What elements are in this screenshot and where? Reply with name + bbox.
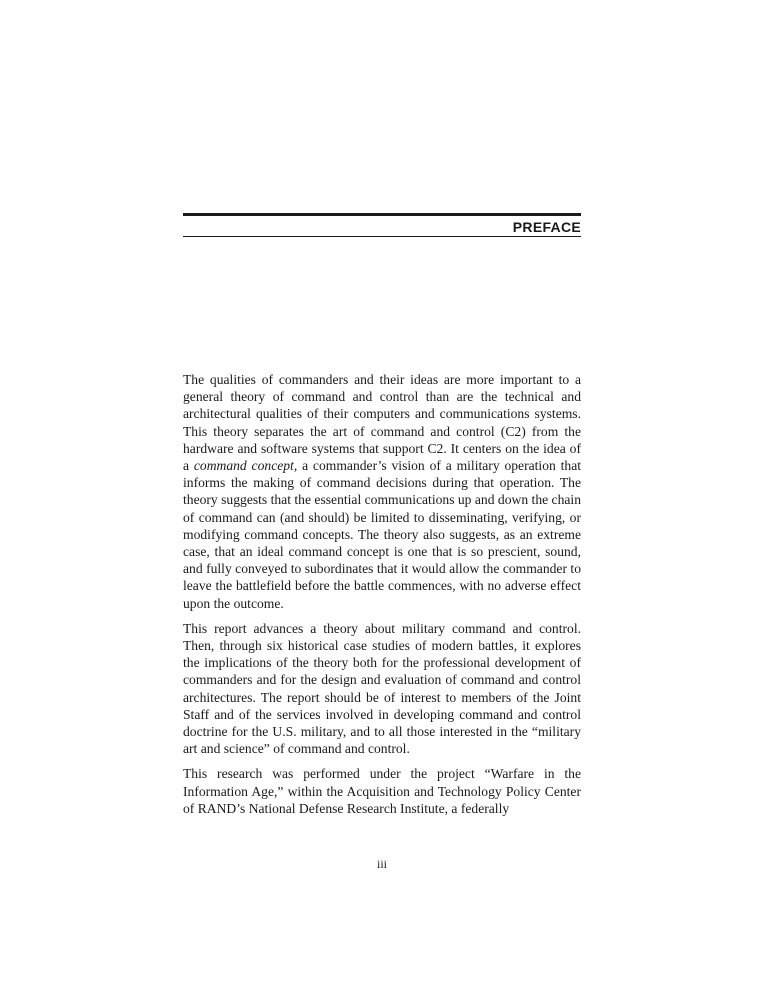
paragraph-1-text-before: The qualities of commanders and their ideas are more important to a general theory of command and control than are the technical and architectural qualities of their computers and communications systems. This theory separates the art of command and control (C2) from the hardware and software systems that support C2. It centers on the idea of a (183, 372, 581, 474)
paragraph-2: This report advances a theory about military command and control. Then, through six historical case studies of modern battles, it explores the implications of the theory both for the professional development of commanders and for the design and evaluation of command and control architectures. The report should be of interest to members of the Joint Staff and of the services involved in developing command and control doctrine for the U.S. military, and to all those interested in the “military art and science” of command and control. (183, 620, 581, 757)
heading-rule-bottom (183, 236, 581, 237)
paragraph-1 (183, 371, 581, 612)
page-title: PREFACE (512, 219, 581, 235)
body-text (183, 371, 581, 825)
paragraph-1-text-after: a commander’s vision of a military operation that informs the making of command decisions during that operation. The theory suggests that the essential communications up and down the chain of command can (and should) be limited to disseminating, verifying, or modifying command concepts. The theory also suggests, as an extreme case, that an ideal command concept is one that is so prescient, sound, and fully conveyed to subordinates that it would allow the commander to leave the battlefield before the battle commences, with no adverse effect upon the outcome. (183, 458, 582, 611)
page-number: iii (376, 857, 387, 871)
heading-rule-top (183, 213, 581, 216)
paragraph-3: This research was performed under the project “Warfare in the Information Age,” within the Acquisition and Technology Policy Center of RAND’s National Defense Research Institute, a federally (183, 766, 581, 816)
paragraph-1-emphasis: command concept, (193, 458, 298, 474)
